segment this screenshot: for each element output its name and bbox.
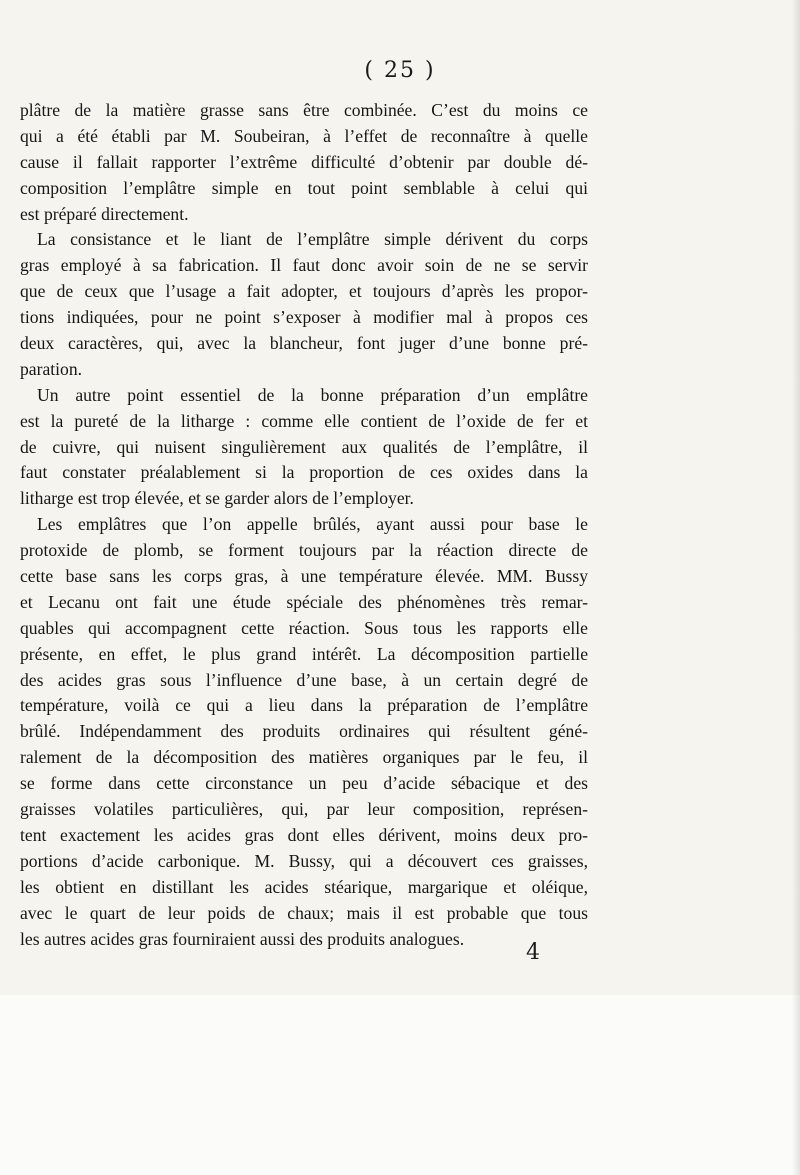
text-line: avec le quart de leur poids de chaux; mais il est probable que tous [20,902,588,923]
text-line: les obtient en distillant les acides stéarique, margarique et oléique, [20,876,588,897]
text-line: graisses volatiles particulières, qui, par leur composition, représen- [20,799,588,820]
text-line: plâtre de la matière grasse sans être combinée. C’est du moins ce [20,100,588,120]
text-line: quables qui accompagnent cette réaction. Sous tous les rapports elle [20,617,588,638]
paragraph [20,383,588,512]
text-line: qui a été établi par M. Soubeiran, à l’effet de reconnaître à quelle [20,125,588,146]
paragraph [20,227,588,382]
text-line: et Lecanu ont fait une étude spéciale des phénomènes très remar- [20,591,588,612]
text-line: tions indiquées, pour ne point s’exposer à modifier mal à propos ces [20,307,588,328]
text-line: ralement de la décomposition des matières organiques par le feu, il [20,747,588,768]
signature-mark: 4 [526,940,540,965]
text-line: présente, en effet, le plus grand intérêt. La décomposition partielle [20,643,588,664]
text-line: cette base sans les corps gras, à une température élevée. MM. Bussy [20,566,588,587]
lower-margin [0,995,800,1175]
page-edge-shadow [792,0,800,1175]
text-line: est préparé directement. [20,203,189,224]
body-text [20,98,588,952]
text-line: brûlé. Indépendamment des produits ordinaires qui résultent géné- [20,721,588,742]
text-line: deux caractères, qui, avec la blancheur, font juger d’une bonne pré- [20,333,588,354]
text-line: est la pureté de la litharge : comme elle contient de l’oxide de fer et [20,410,588,431]
paragraph [20,512,588,952]
text-line: La consistance et le liant de l’emplâtre simple dérivent du corps [37,229,588,250]
text-line: litharge est trop élevée, et se garder alors de l’employer. [20,488,414,509]
text-line: gras employé à sa fabrication. Il faut donc avoir soin de ne se servir [20,255,588,276]
text-line: température, voilà ce qui a lieu dans la préparation de l’emplâtre [20,695,588,716]
text-line: protoxide de plomb, se forment toujours par la réaction directe de [20,540,588,561]
text-line: paration. [20,358,83,379]
paragraph [20,98,588,227]
text-line: composition l’emplâtre simple en tout point semblable à celui qui [20,177,588,198]
text-line: faut constater préalablement si la proportion de ces oxides dans la [20,462,588,483]
text-line: se forme dans cette circonstance un peu d’acide sébacique et des [20,773,588,794]
page-number: ( 25 ) [364,58,436,83]
text-line: de cuivre, qui nuisent singulièrement aux qualités de l’emplâtre, il [20,436,588,457]
text-line: tent exactement les acides gras dont elles dérivent, moins deux pro- [20,824,588,845]
text-line: que de ceux que l’usage a fait adopter, et toujours d’après les propor- [20,281,588,302]
text-line: des acides gras sous l’influence d’une base, à un certain degré de [20,669,588,690]
text-line: portions d’acide carbonique. M. Bussy, qui a découvert ces graisses, [20,850,588,871]
text-line: les autres acides gras fourniraient aussi des produits analogues. [20,928,465,949]
text-line: cause il fallait rapporter l’extrême difficulté d’obtenir par double dé- [20,151,588,172]
text-line: Les emplâtres que l’on appelle brûlés, ayant aussi pour base le [37,514,588,535]
text-line: Un autre point essentiel de la bonne préparation d’un emplâtre [37,384,588,405]
